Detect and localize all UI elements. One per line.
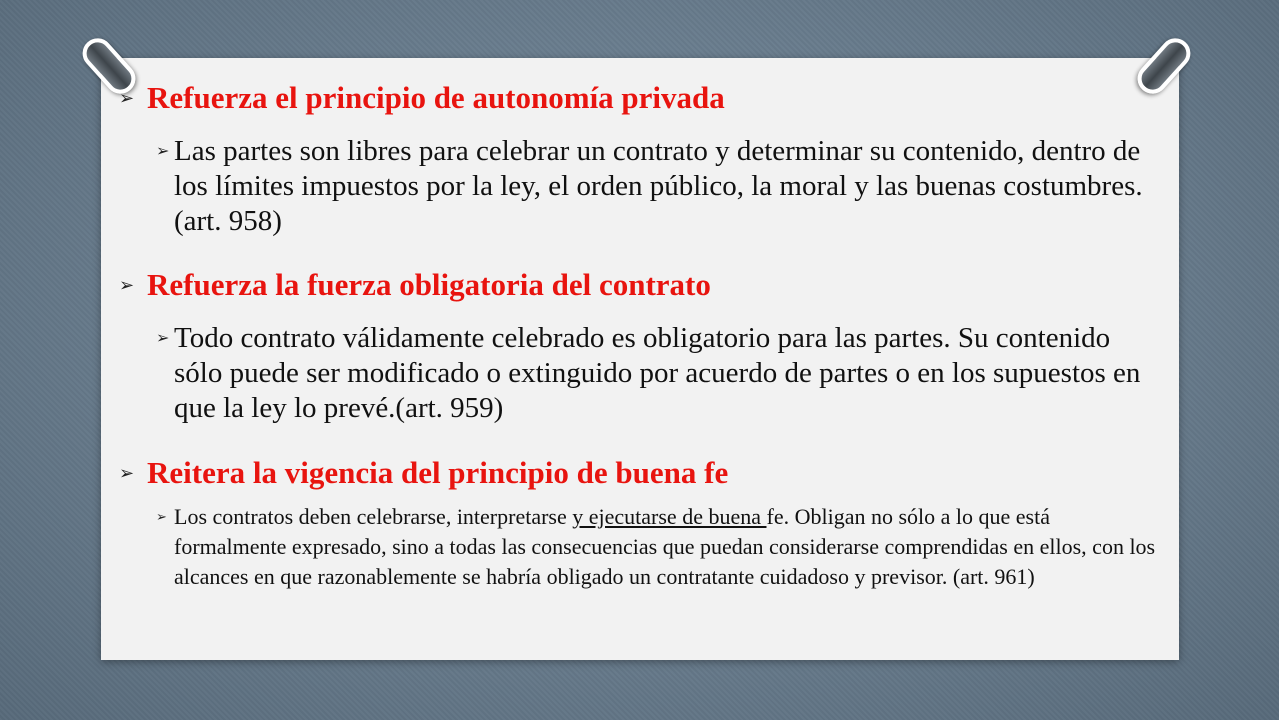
arrow-bullet-icon: ➢ [119,275,135,295]
body-text: Las partes son libres para celebrar un contrato y determinar su contenido, dentro de los límites impuestos por la ley, el orden público, la moral y las buenas costumbres.(art. 958) [174,135,1143,237]
body-autonomia [156,134,1156,239]
body-text-underlined: y ejecutarse de buena [572,504,767,529]
arrow-bullet-icon: ➢ [156,330,170,347]
heading-fuerza-obligatoria [119,267,711,303]
body-text [156,502,1156,592]
body-text-start: Los contratos deben celebrarse, interpretarse [174,504,573,529]
heading-autonomia [119,80,725,116]
body-text: Todo contrato válidamente celebrado es obligatorio para las partes. Su contenido sólo puede ser modificado o extinguido por acuerdo de partes o en los supuestos en que la ley lo prevé.(art. 959) [174,322,1141,424]
arrow-bullet-icon: ➢ [119,88,135,108]
heading-text: Refuerza la fuerza obligatoria del contrato [147,267,711,302]
heading-text: Reitera la vigencia del principio de buena fe [147,455,729,490]
body-buena-fe [156,502,1156,592]
arrow-bullet-icon: ➢ [156,143,170,160]
heading-text: Refuerza el principio de autonomía privada [147,80,725,115]
arrow-bullet-icon: ➢ [156,509,167,524]
body-text-end: fe. Obligan no sólo a lo que está formalmente expresado, sino a todas las consecuencias que puedan considerarse comprendidas en ellos, con los alcances en que razonablemente se habría obligado un contratante cuidadoso y previsor. (art. 961) [174,504,1156,589]
heading-buena-fe [119,455,729,491]
body-fuerza-obligatoria [156,321,1156,426]
arrow-bullet-icon: ➢ [119,463,135,483]
